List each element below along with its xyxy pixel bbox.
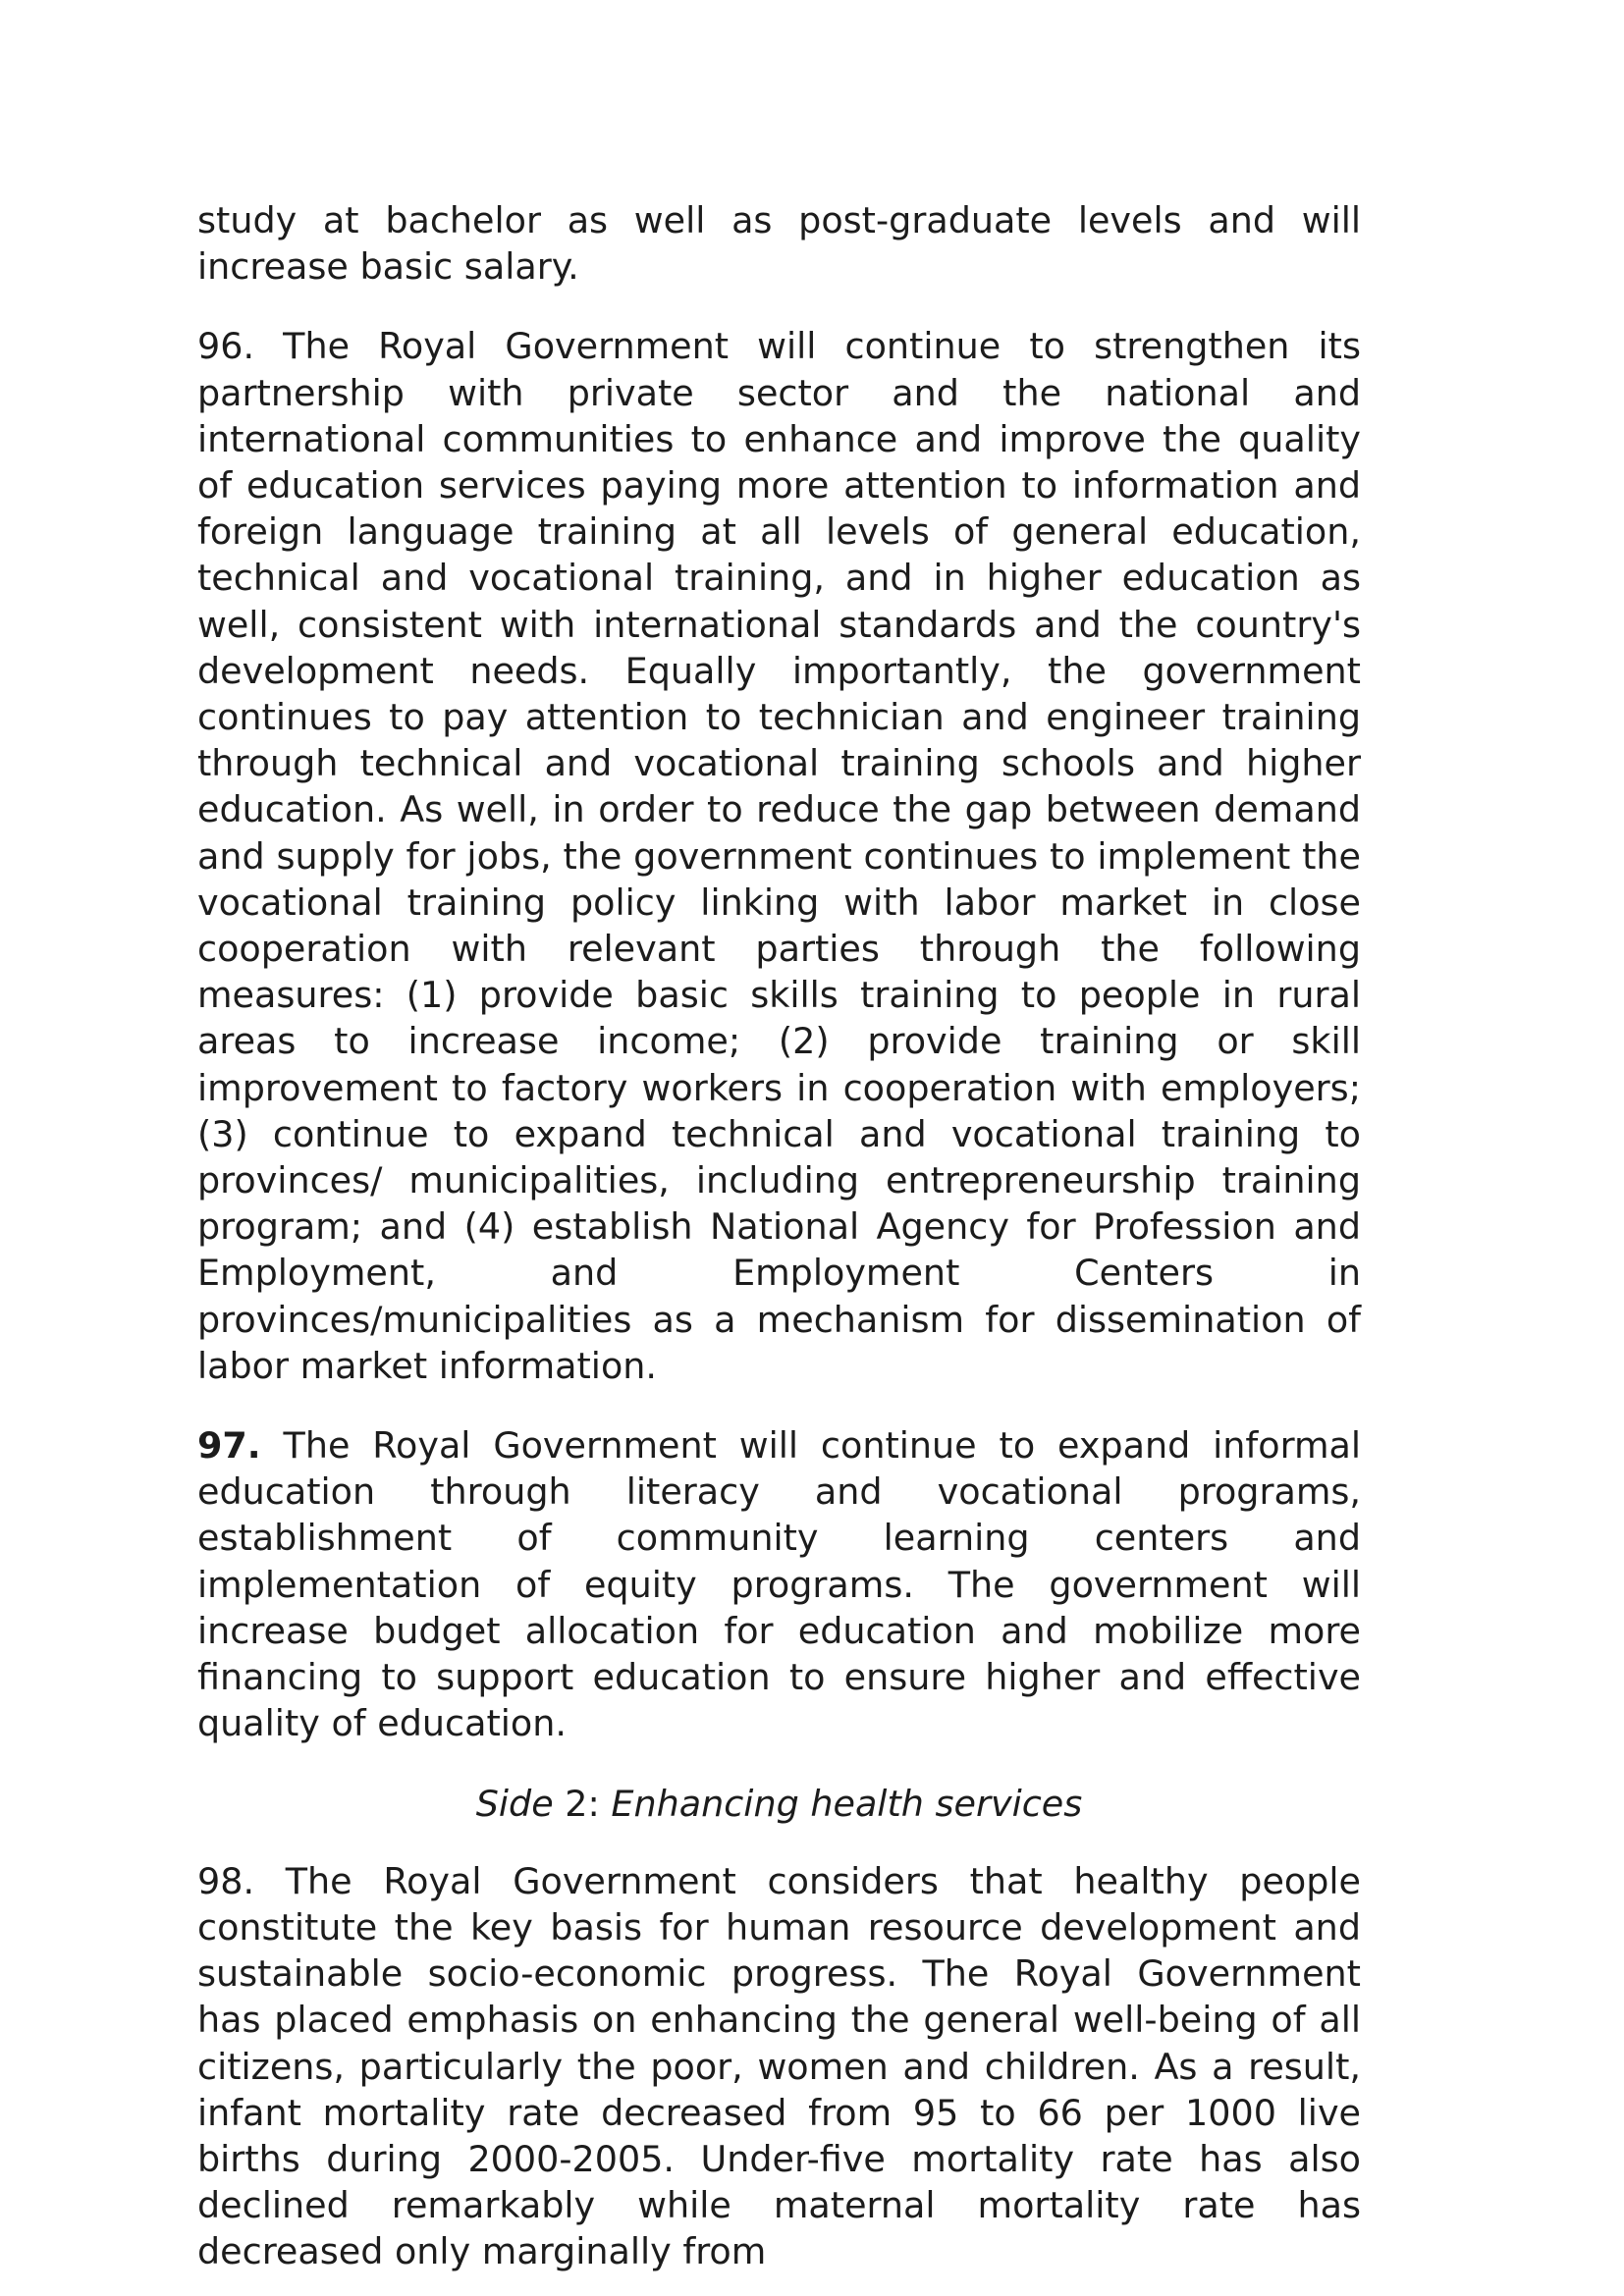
paragraph-97-number: 97. bbox=[197, 1424, 261, 1468]
section-heading-title: Enhancing health services bbox=[611, 1782, 1083, 1825]
paragraph-95-continuation: study at bachelor as well as post-graduate levels and will increase basic salary. bbox=[197, 199, 1361, 289]
paragraph-96: 96. The Royal Government will continue to strengthen its partnership with private sector and the national and international communities to enhance and improve the quality of education services paying more attention to information and foreign language training at all levels of general education, technical and vocational training, and in higher education as well, consistent with international standards and the country's development needs. Equally importantly, the government continues to pay attention to technician and engineer training through technical and vocational training schools and higher education. As well, in order to reduce the gap between demand and supply for jobs, the government continues to implement the vocational training policy linking with labor market in close cooperation with relevant parties through the following measures: (1) provide basic skills training to people in rural areas to increase income; (2) provide training or skill improvement to factory workers in cooperation with employers; (3) continue to expand technical and vocational training to provinces/ municipalities, including entrepreneurship training program; and (4) establish National Agency for Profession and Employment, and Employment Centers in provinces/municipalities as a mechanism for dissemination of labor market information. bbox=[197, 325, 1361, 1387]
document-page bbox=[197, 197, 1361, 2275]
section-heading-number: 2: bbox=[565, 1782, 600, 1825]
section-heading bbox=[197, 1781, 1361, 1827]
paragraph-97 bbox=[197, 1422, 1361, 1746]
section-heading-side-word: Side bbox=[475, 1782, 554, 1825]
paragraph-98: 98. The Royal Government considers that healthy people constitute the key basis for human resource development and sustainable socio-economic progress. The Royal Government has placed emphasis on enhancing the general well-being of all citizens, particularly the poor, women and children. As a result, infant mortality rate decreased from 95 to 66 per 1000 live births during 2000-2005. Under-five mortality rate has also declined remarkably while maternal mortality rate has decreased only marginally from bbox=[197, 1859, 1361, 2273]
paragraph-97-text: The Royal Government will continue to expand informal education through literacy and vocational programs, establishment of community learning centers and implementation of equity programs. The government will increase budget allocation for education and mobilize more financing to support education to ensure higher and effective quality of education. bbox=[197, 1424, 1362, 1745]
